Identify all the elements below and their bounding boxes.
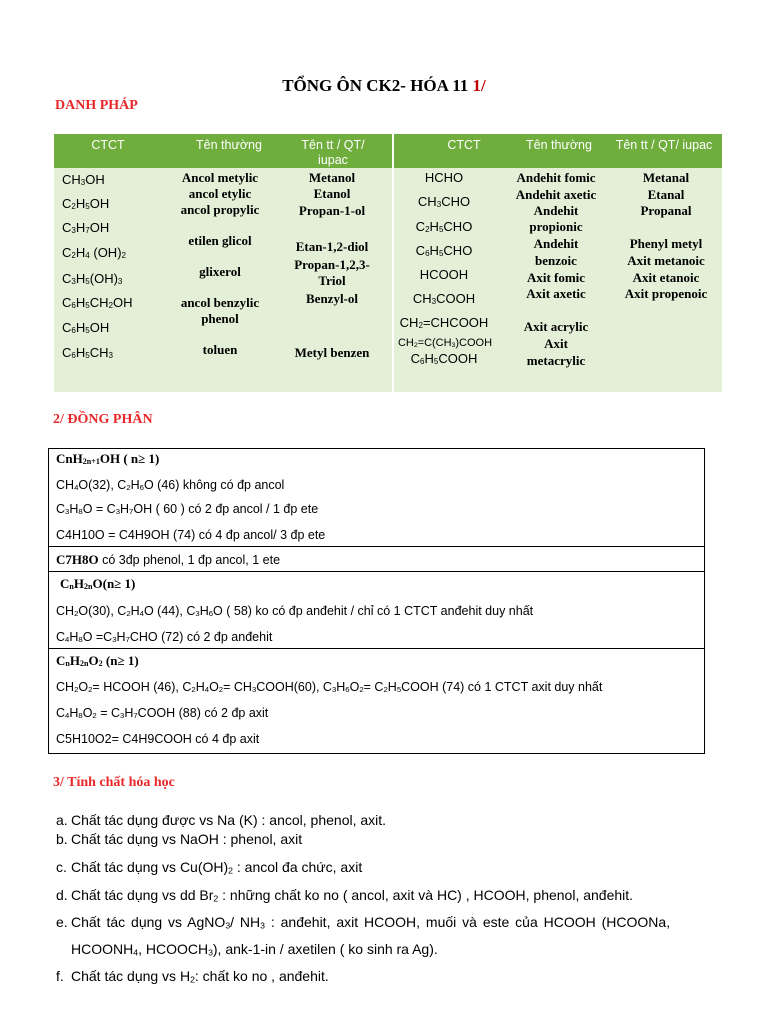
formula-r9: $C_6H_5COOH$ [410, 351, 478, 367]
property-e-text-2: $HCOONH_4$, $HCOOCH_3$), ank-1-in / axetilen ( ko sinh ra Ag). [71, 941, 438, 958]
property-d-letter: d. [56, 887, 68, 903]
title-number: 1/ [472, 76, 486, 95]
formula-r4: $C_6H_5CHO$ [415, 243, 473, 259]
common-l8: toluen [202, 342, 238, 357]
common-r2: Andehit axetic [515, 187, 597, 202]
isomer-row-4-formula: C7H8O [56, 552, 99, 567]
common-r1: Andehit fomic [516, 170, 596, 185]
iupac-l1: Metanol [308, 170, 356, 185]
common-r4b: benzoic [535, 253, 577, 268]
iupac-l6: Benzyl-ol [306, 291, 358, 306]
nomenclature-table [54, 134, 722, 392]
common-r8b: metacrylic [526, 353, 586, 368]
iupac-r4: Phenyl metyl [629, 236, 703, 251]
column-divider [392, 134, 394, 392]
formula-r6: $CH_3COOH$ [412, 291, 476, 307]
property-c [56, 859, 362, 875]
isomer-divider-3 [49, 648, 704, 649]
header-iupac-left: Tên tt / QT/ iupac [301, 138, 365, 167]
formula-l4: $C_2H_4$ $(OH)_2$ [62, 245, 127, 261]
common-r7: Axit acrylic [523, 319, 589, 334]
page-title [0, 76, 768, 96]
common-l7: phenol [201, 311, 239, 326]
section-danh-phap: DANH PHÁP [55, 98, 138, 113]
iupac-r6: Axit etanoic [632, 270, 700, 285]
formula-r8: $CH_2=C(CH_3)COOH$ [397, 337, 493, 350]
common-l3: ancol propylic [180, 202, 260, 217]
isomer-row-4 [56, 552, 280, 568]
formula-l2: $C_2H_5OH$ [62, 196, 110, 212]
property-d-text: Chất tác dụng vs dd $Br_2$ : những chất ko no ( ancol, axit và HC) , HCOOH, phenol, anđehit. [71, 887, 634, 904]
iupac-r1: Metanal [642, 170, 690, 185]
header-ctct-left: CTCT [91, 138, 125, 152]
isomer-heading-axit: $C_nH_{2n}O_2$ (n≥ 1) [56, 653, 139, 669]
common-r8a: Axit [544, 336, 568, 351]
common-r3b: propionic [529, 219, 583, 234]
formula-r7: $CH_2=CHCOOH$ [399, 315, 489, 331]
common-l4: etilen glicol [188, 233, 252, 248]
iupac-l4: Etan-1,2-diol [295, 239, 369, 254]
formula-r3: $C_2H_5CHO$ [415, 219, 473, 235]
isomer-row-1: $CH_4O(32)$, $C_2H_6O$ (46) không có đp ancol [56, 478, 285, 493]
header-iupac-right: Tên tt / QT/ iupac [615, 138, 713, 152]
isomer-box [48, 448, 705, 754]
iupac-l5a: Propan-1,2,3- [294, 257, 370, 272]
isomer-row-4-text: có 3đp phenol, 1 đp ancol, 1 ete [98, 553, 281, 567]
property-f-text: Chất tác dụng vs $H_2$: chất ko no , anđehit. [71, 968, 329, 985]
formula-l6: $C_6H_5CH_2OH$ [62, 295, 133, 311]
property-a-letter: a. [56, 812, 68, 828]
property-e [56, 914, 712, 930]
formula-r5: HCOOH [419, 267, 469, 282]
isomer-row-5: $CH_2O(30)$, $C_2H_4O$ (44), $C_3H_6O$ ( 58) ko có đp anđehit / chỉ có 1 CTCT anđehit duy nhất [56, 604, 534, 619]
property-e-continued [71, 941, 438, 957]
formula-r1: HCHO [424, 170, 464, 185]
formula-l8: $C_6H_5CH_3$ [62, 345, 114, 361]
isomer-row-8: $C_4H_8O_2$ = $C_3H_7COOH$ (88) có 2 đp axit [56, 706, 269, 721]
common-r5: Axit fomic [526, 270, 586, 285]
property-b [56, 831, 302, 847]
isomer-row-2: $C_3H_8O = C_3H_7OH$ ( 60 ) có 2 đp ancol / 1 đp ete [56, 502, 319, 517]
property-b-text: Chất tác dụng vs NaOH : phenol, axit [71, 831, 303, 847]
common-l6: ancol benzylic [180, 295, 260, 310]
property-f [56, 968, 329, 984]
isomer-divider-1 [49, 546, 704, 547]
common-l2: ancol etylic [188, 186, 252, 201]
isomer-heading-ancol: CnH$_{2n+1}$OH ( n≥ 1) [56, 451, 160, 467]
header-common-left: Tên thường [196, 138, 262, 152]
iupac-l3: Propan-1-ol [298, 203, 366, 218]
iupac-l5b: Triol [318, 273, 346, 288]
formula-l7: $C_6H_5OH$ [62, 320, 110, 336]
formula-l3: $C_3H_7OH$ [62, 220, 110, 236]
section-tinh-chat: 3/ Tính chất hóa học [53, 775, 175, 790]
common-l5: glixerol [199, 264, 241, 279]
isomer-row-7: $CH_2O_2=$ HCOOH (46), $C_2H_4O_2=$ $CH_3COOH(60)$, $C_3H_6O_2=$ $C_2H_5COOH$ (74) có 1 CTCT axit duy nhất [56, 680, 603, 695]
section-dong-phan: 2/ ĐỒNG PHÂN [53, 412, 153, 427]
iupac-r2: Etanal [647, 187, 685, 202]
property-a-text: Chất tác dụng được vs Na (K) : ancol, phenol, axit. [71, 812, 387, 828]
property-e-text: Chất tác dụng vs AgNO$_3$/ $NH_3$ : anđehit, axit HCOOH, muối và este của HCOOH (HCOONa, [71, 914, 671, 931]
isomer-row-6: $C_4H_8O =C_3H_7CHO$ (72) có 2 đp anđehit [56, 630, 273, 645]
property-a [56, 812, 386, 828]
property-e-letter: e. [56, 914, 68, 930]
property-c-text: Chất tác dụng vs $Cu(OH)_2$ : ancol đa chức, axit [71, 859, 363, 876]
common-r3a: Andehit [533, 203, 579, 218]
formula-r2: $CH_3CHO$ [417, 194, 471, 210]
formula-l5: $C_3H_5(OH)_3$ [62, 271, 123, 287]
iupac-r5: Axit metanoic [627, 253, 705, 268]
common-r4a: Andehit [533, 236, 579, 251]
isomer-row-9: C5H10O2= C4H9COOH có 4 đp axit [56, 732, 260, 746]
isomer-divider-2 [49, 571, 704, 572]
common-r6: Axit axetic [526, 286, 586, 301]
property-d [56, 887, 633, 903]
title-text: TỔNG ÔN CK2- HÓA 11 [282, 76, 473, 95]
iupac-r3: Propanal [640, 203, 692, 218]
property-f-letter: f. [56, 968, 64, 984]
common-l1: Ancol metylic [181, 170, 259, 185]
iupac-r7: Axit propenoic [624, 286, 708, 301]
isomer-row-3: C4H10O = C4H9OH (74) có 4 đp ancol/ 3 đp ete [56, 528, 326, 542]
property-c-letter: c. [56, 859, 67, 875]
header-ctct-right: CTCT [447, 138, 481, 152]
isomer-heading-andehit: $C_nH_{2n}O(n\ge 1)$ [60, 576, 136, 592]
iupac-l2: Etanol [313, 186, 351, 201]
header-common-right: Tên thường [526, 138, 592, 152]
property-b-letter: b. [56, 831, 68, 847]
iupac-l8: Metyl benzen [294, 345, 370, 360]
formula-l1: $CH_3OH$ [62, 172, 105, 188]
